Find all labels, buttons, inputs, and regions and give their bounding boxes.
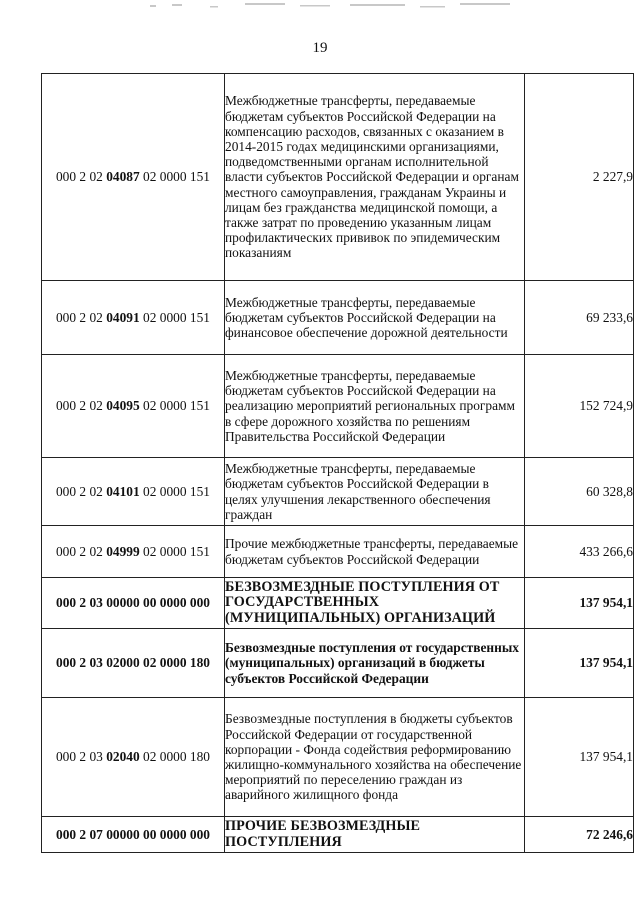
budget-code: 000 2 02 04091 02 0000 151: [42, 281, 225, 355]
budget-revenue-table: [41, 73, 634, 853]
row-description: ПРОЧИЕ БЕЗВОЗМЕЗДНЫЕ ПОСТУПЛЕНИЯ: [225, 817, 525, 853]
table-row: [42, 526, 634, 578]
budget-code: 000 2 02 04087 02 0000 151: [42, 74, 225, 281]
row-amount: 152 724,9: [525, 355, 634, 458]
row-amount: 433 266,6: [525, 526, 634, 578]
row-amount: 60 328,8: [525, 458, 634, 526]
table-row: [42, 629, 634, 698]
row-amount: 2 227,9: [525, 74, 634, 281]
row-amount: 137 954,1: [525, 629, 634, 698]
table-row: [42, 281, 634, 355]
table-row: [42, 458, 634, 526]
table-row: [42, 578, 634, 629]
row-description: Безвозмездные поступления от государственных (муниципальных) организаций в бюджеты субъектов Российской Федерации: [225, 629, 525, 698]
row-description: Безвозмездные поступления в бюджеты субъектов Российской Федерации от государственной корпорации - Фонда содействия реформированию жилищно-коммунального хозяйства на обеспечение мероприятий по переселению граждан из аварийного жилищного фонда: [225, 698, 525, 817]
row-description: Межбюджетные трансферты, передаваемые бюджетам субъектов Российской Федерации в целях улучшения лекарственного обеспечения граждан: [225, 458, 525, 526]
budget-code: 000 2 02 04095 02 0000 151: [42, 355, 225, 458]
row-amount: 72 246,6: [525, 817, 634, 853]
table-row: [42, 817, 634, 853]
row-description: Межбюджетные трансферты, передаваемые бюджетам субъектов Российской Федерации на финансовое обеспечение дорожной деятельности: [225, 281, 525, 355]
row-amount: 137 954,1: [525, 578, 634, 629]
table-row: [42, 355, 634, 458]
row-description: Межбюджетные трансферты, передаваемые бюджетам субъектов Российской Федерации на реализацию мероприятий региональных программ в сфере дорожного хозяйства по решениям Правительства Российской Федерации: [225, 355, 525, 458]
table-row: [42, 698, 634, 817]
budget-code: 000 2 02 04999 02 0000 151: [42, 526, 225, 578]
row-description: Прочие межбюджетные трансферты, передаваемые бюджетам субъектов Российской Федерации: [225, 526, 525, 578]
page-number: 19: [312, 40, 328, 56]
row-description: Межбюджетные трансферты, передаваемые бюджетам субъектов Российской Федерации на компенсацию расходов, связанных с оказанием в 2014-2015 годах медицинскими организациями, подведомственными органам исполнительной власти субъектов Российской Федерации и органам местного самоуправления, гражданам Украины и лицам без гражданства медицинской помощи, а также затрат по проведению указанным лицам профилактических прививок по эпидемическим показаниям: [225, 74, 525, 281]
row-description: БЕЗВОЗМЕЗДНЫЕ ПОСТУПЛЕНИЯ ОТ ГОСУДАРСТВЕННЫХ (МУНИЦИПАЛЬНЫХ) ОРГАНИЗАЦИЙ: [225, 578, 525, 629]
budget-code: 000 2 03 00000 00 0000 000: [42, 578, 225, 629]
budget-code: 000 2 03 02000 02 0000 180: [42, 629, 225, 698]
table-row: [42, 74, 634, 281]
row-amount: 69 233,6: [525, 281, 634, 355]
budget-code: 000 2 07 00000 00 0000 000: [42, 817, 225, 853]
row-amount: 137 954,1: [525, 698, 634, 817]
budget-code: 000 2 02 04101 02 0000 151: [42, 458, 225, 526]
scan-header-artifact: [150, 0, 530, 14]
budget-code: 000 2 03 02040 02 0000 180: [42, 698, 225, 817]
